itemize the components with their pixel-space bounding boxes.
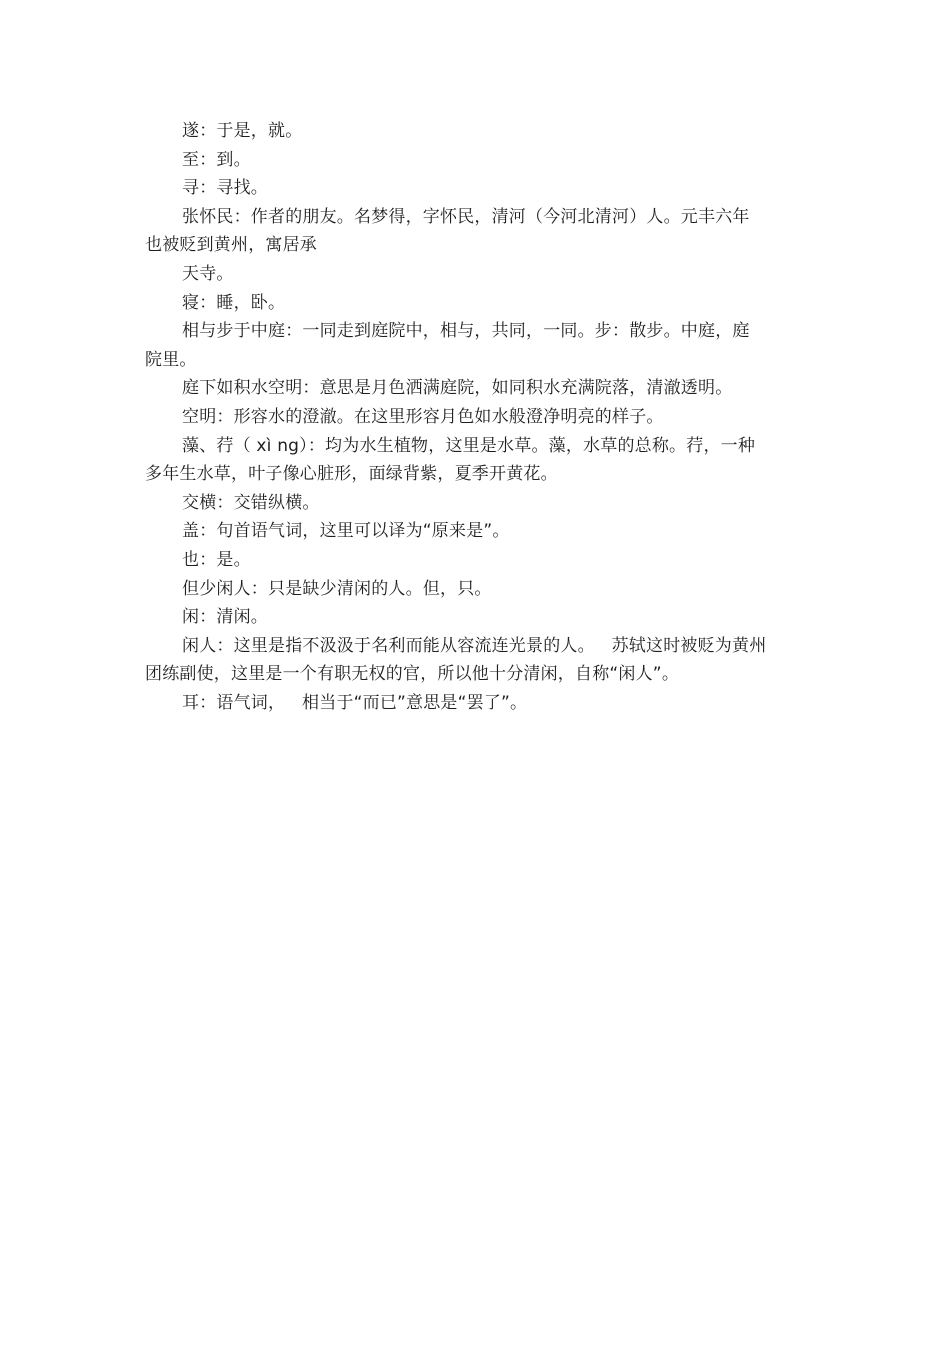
annotation-xun: 寻：寻找。 xyxy=(182,178,268,199)
annotation-kongming: 空明：形容水的澄澈。在这里形容月色如水般澄净明亮的样子。 xyxy=(182,406,664,427)
annotation-list xyxy=(145,117,805,717)
annotation-xiangyu: 相与步于中庭：一同走到庭院中，相与，共同，一同。步：散步。中庭，庭 院里。 xyxy=(145,321,750,370)
annotation-jiaoheng: 交横：交错纵横。 xyxy=(182,492,320,513)
annotation-gai: 盖：句首语气词，这里可以译为“原来是”。 xyxy=(182,521,510,542)
annotation-er: 耳：语气词， 相当于“而已”意思是“罢了”。 xyxy=(182,692,528,713)
annotation-tiansi: 天寺。 xyxy=(182,263,234,284)
annotation-qin: 寝：睡，卧。 xyxy=(182,292,286,313)
annotation-zao-xing: 藻、荇（ xì ng）：均为水生植物，这里是水草。藻，水草的总称。荇，一种 多年生水草，叶子像心脏形，面绿背紫，夏季开黄花。 xyxy=(145,435,756,485)
annotation-ye: 也：是。 xyxy=(182,549,251,570)
annotation-zhang-huaimin: 张怀民：作者的朋友。名梦得，字怀民，清河（今河北清河）人。元丰六年 也被贬到黄州，寓居承 xyxy=(145,206,750,256)
annotation-danshao: 但少闲人：只是缺少清闲的人。但，只。 xyxy=(182,578,492,599)
annotation-tingxia: 庭下如积水空明：意思是月色洒满庭院，如同积水充满院落，清澈透明。 xyxy=(182,378,733,399)
annotation-zhi: 至：到。 xyxy=(182,149,251,170)
annotation-xianren: 闲人：这里是指不汲汲于名利而能从容流连光景的人。 苏轼这时被贬为黄州 团练副使，这里是一个有职无权的官，所以他十分清闲，自称“闲人”。 xyxy=(145,635,767,685)
annotation-xian: 闲：清闲。 xyxy=(182,607,268,628)
annotation-sui: 遂：于是，就。 xyxy=(182,121,303,141)
